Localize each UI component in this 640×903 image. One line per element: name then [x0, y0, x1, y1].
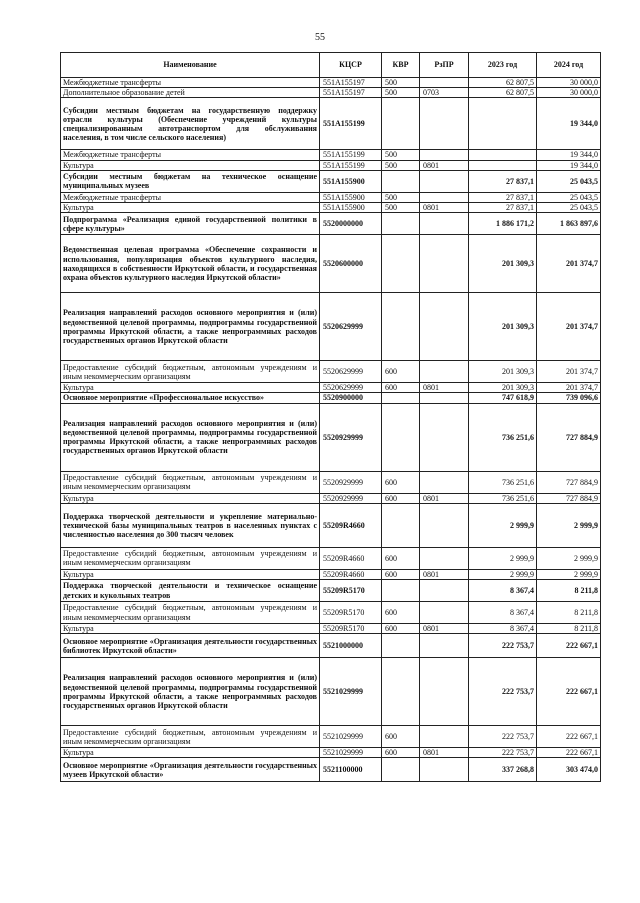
cell-name: Дополнительное образование детей — [61, 88, 320, 98]
cell-rzpr — [420, 361, 469, 383]
cell-2024: 201 374,7 — [537, 235, 601, 293]
cell-2023: 222 753,7 — [469, 634, 537, 658]
cell-kcsr: 5521100000 — [320, 758, 382, 782]
cell-kvr — [382, 98, 420, 150]
table-row — [61, 98, 601, 150]
cell-name: Поддержка творческой деятельности и техническое оснащение детских и кукольных театров — [61, 580, 320, 602]
cell-2023: 27 837,1 — [469, 170, 537, 192]
cell-kvr: 500 — [382, 88, 420, 98]
cell-2024: 727 884,9 — [537, 471, 601, 493]
cell-name: Предоставление субсидий бюджетным, автономным учреждениям и иным некоммерческим организациям — [61, 602, 320, 624]
table-row — [61, 235, 601, 293]
cell-name: Культура — [61, 160, 320, 170]
cell-2023: 222 753,7 — [469, 748, 537, 758]
table-row — [61, 383, 601, 393]
cell-2024: 30 000,0 — [537, 78, 601, 88]
header-2023: 2023 год — [469, 53, 537, 78]
table-row — [61, 170, 601, 192]
cell-kcsr: 5521029999 — [320, 726, 382, 748]
cell-rzpr — [420, 602, 469, 624]
cell-kvr: 500 — [382, 150, 420, 160]
cell-kvr — [382, 235, 420, 293]
cell-2024: 739 096,6 — [537, 393, 601, 403]
cell-2023 — [469, 98, 537, 150]
cell-kcsr: 5520929999 — [320, 403, 382, 471]
cell-name: Межбюджетные трансферты — [61, 78, 320, 88]
cell-2023: 736 251,6 — [469, 403, 537, 471]
cell-2024: 727 884,9 — [537, 403, 601, 471]
cell-kvr — [382, 213, 420, 235]
page-number: 55 — [315, 32, 325, 43]
cell-rzpr — [420, 78, 469, 88]
table-row — [61, 160, 601, 170]
cell-rzpr: 0801 — [420, 569, 469, 579]
table-row — [61, 192, 601, 202]
table-row — [61, 580, 601, 602]
table-row — [61, 748, 601, 758]
cell-2024: 727 884,9 — [537, 493, 601, 503]
cell-rzpr — [420, 170, 469, 192]
cell-kvr — [382, 503, 420, 547]
cell-2024: 19 344,0 — [537, 160, 601, 170]
cell-name: Реализация направлений расходов основного мероприятия и (или) ведомственной целевой программы, подпрограммы государственной программы Иркутской области, а также непрограммных расходов государственных органов Иркутской области — [61, 293, 320, 361]
table-row — [61, 203, 601, 213]
table-body — [61, 78, 601, 782]
cell-name: Основное мероприятие «Организация деятельности государственных музеев Иркутской области» — [61, 758, 320, 782]
cell-kcsr: 551А155199 — [320, 160, 382, 170]
table-row — [61, 150, 601, 160]
cell-rzpr — [420, 213, 469, 235]
cell-2024: 25 043,5 — [537, 170, 601, 192]
cell-2023: 2 999,9 — [469, 569, 537, 579]
table-row — [61, 634, 601, 658]
table-row — [61, 624, 601, 634]
cell-kvr: 600 — [382, 624, 420, 634]
cell-2024: 201 374,7 — [537, 361, 601, 383]
cell-name: Подпрограмма «Реализация единой государственной политики в сфере культуры» — [61, 213, 320, 235]
cell-2023: 201 309,3 — [469, 235, 537, 293]
cell-name: Предоставление субсидий бюджетным, автономным учреждениям и иным некоммерческим организациям — [61, 361, 320, 383]
table-row — [61, 758, 601, 782]
cell-2024: 201 374,7 — [537, 293, 601, 361]
table-row — [61, 493, 601, 503]
cell-2023: 8 367,4 — [469, 602, 537, 624]
cell-rzpr: 0801 — [420, 203, 469, 213]
cell-kcsr: 5520600000 — [320, 235, 382, 293]
cell-name: Основное мероприятие «Организация деятельности государственных библиотек Иркутской области» — [61, 634, 320, 658]
table-row — [61, 547, 601, 569]
cell-2023: 201 309,3 — [469, 361, 537, 383]
cell-kcsr: 5520629999 — [320, 383, 382, 393]
cell-kvr: 600 — [382, 471, 420, 493]
table-row — [61, 569, 601, 579]
cell-2023 — [469, 150, 537, 160]
cell-kcsr: 551А155199 — [320, 150, 382, 160]
cell-2023: 222 753,7 — [469, 726, 537, 748]
cell-2023: 1 886 171,2 — [469, 213, 537, 235]
header-name: Наименование — [61, 53, 320, 78]
cell-name: Культура — [61, 569, 320, 579]
cell-rzpr: 0801 — [420, 383, 469, 393]
cell-rzpr — [420, 192, 469, 202]
cell-2023: 27 837,1 — [469, 192, 537, 202]
table-row — [61, 602, 601, 624]
cell-kvr: 600 — [382, 602, 420, 624]
cell-name: Субсидии местным бюджетам на государственную поддержку отрасли культуры (Обеспечение учреждений культуры специализированным автотранспортом для обслуживания населения, в том числе сельского населения) — [61, 98, 320, 150]
cell-kcsr: 55209R5170 — [320, 580, 382, 602]
cell-2023: 62 807,5 — [469, 88, 537, 98]
cell-kcsr: 551А155900 — [320, 170, 382, 192]
cell-rzpr — [420, 403, 469, 471]
cell-kvr — [382, 580, 420, 602]
cell-kcsr: 5521000000 — [320, 634, 382, 658]
cell-2023: 337 268,8 — [469, 758, 537, 782]
cell-kcsr: 551А155900 — [320, 192, 382, 202]
cell-rzpr — [420, 235, 469, 293]
cell-kvr — [382, 658, 420, 726]
cell-kvr: 600 — [382, 383, 420, 393]
cell-kvr: 500 — [382, 192, 420, 202]
cell-name: Поддержка творческой деятельности и укрепление материально-технической базы муниципальных театров в населенных пунктах с численностью населения до 300 тысяч человек — [61, 503, 320, 547]
budget-table — [60, 52, 601, 782]
cell-name: Субсидии местным бюджетам на техническое оснащение муниципальных музеев — [61, 170, 320, 192]
cell-name: Межбюджетные трансферты — [61, 150, 320, 160]
cell-kvr: 600 — [382, 726, 420, 748]
table-row — [61, 393, 601, 403]
cell-rzpr: 0801 — [420, 748, 469, 758]
cell-kcsr: 55209R4660 — [320, 503, 382, 547]
cell-kvr: 600 — [382, 361, 420, 383]
cell-2023: 736 251,6 — [469, 493, 537, 503]
cell-name: Предоставление субсидий бюджетным, автономным учреждениям и иным некоммерческим организациям — [61, 471, 320, 493]
table-row — [61, 503, 601, 547]
cell-2024: 19 344,0 — [537, 150, 601, 160]
cell-rzpr — [420, 547, 469, 569]
table-row — [61, 726, 601, 748]
cell-name: Культура — [61, 383, 320, 393]
cell-2023: 2 999,9 — [469, 503, 537, 547]
cell-rzpr: 0801 — [420, 624, 469, 634]
cell-2023 — [469, 160, 537, 170]
cell-2024: 222 667,1 — [537, 658, 601, 726]
cell-2024: 1 863 897,6 — [537, 213, 601, 235]
table-row — [61, 213, 601, 235]
table-row — [61, 88, 601, 98]
cell-rzpr — [420, 658, 469, 726]
cell-kcsr: 55209R4660 — [320, 569, 382, 579]
cell-2024: 222 667,1 — [537, 726, 601, 748]
cell-2023: 2 999,9 — [469, 547, 537, 569]
cell-name: Реализация направлений расходов основного мероприятия и (или) ведомственной целевой программы, подпрограммы государственной программы Иркутской области, а также непрограммных расходов государственных органов Иркутской области — [61, 403, 320, 471]
cell-name: Культура — [61, 748, 320, 758]
cell-kcsr: 55209R4660 — [320, 547, 382, 569]
cell-kcsr: 5520900000 — [320, 393, 382, 403]
cell-2023: 27 837,1 — [469, 203, 537, 213]
cell-rzpr — [420, 634, 469, 658]
cell-name: Ведомственная целевая программа «Обеспечение сохранности и использования, популяризация объектов культурного наследия, находящихся в собственности Иркутской области, и государственная охрана объектов культурного наследия Иркутской области» — [61, 235, 320, 293]
cell-kcsr: 551А155197 — [320, 88, 382, 98]
table-row — [61, 658, 601, 726]
cell-name: Основное мероприятие «Профессиональное искусство» — [61, 393, 320, 403]
cell-kcsr: 551А155199 — [320, 98, 382, 150]
cell-kvr — [382, 170, 420, 192]
cell-kcsr: 55209R5170 — [320, 624, 382, 634]
cell-name: Предоставление субсидий бюджетным, автономным учреждениям и иным некоммерческим организациям — [61, 547, 320, 569]
cell-name: Предоставление субсидий бюджетным, автономным учреждениям и иным некоммерческим организациям — [61, 726, 320, 748]
cell-2024: 25 043,5 — [537, 192, 601, 202]
cell-rzpr — [420, 98, 469, 150]
cell-2023: 222 753,7 — [469, 658, 537, 726]
cell-2023: 62 807,5 — [469, 78, 537, 88]
cell-rzpr — [420, 758, 469, 782]
cell-kvr: 500 — [382, 78, 420, 88]
cell-kvr: 500 — [382, 203, 420, 213]
cell-2023: 8 367,4 — [469, 624, 537, 634]
cell-kcsr: 5521029999 — [320, 748, 382, 758]
cell-kcsr: 5520929999 — [320, 493, 382, 503]
cell-kcsr: 551А155900 — [320, 203, 382, 213]
cell-rzpr — [420, 471, 469, 493]
cell-name: Культура — [61, 203, 320, 213]
cell-kvr — [382, 293, 420, 361]
cell-2024: 8 211,8 — [537, 580, 601, 602]
cell-2024: 222 667,1 — [537, 748, 601, 758]
cell-2023: 201 309,3 — [469, 293, 537, 361]
cell-rzpr: 0801 — [420, 493, 469, 503]
budget-table-container — [60, 52, 600, 782]
header-kvr: КВР — [382, 53, 420, 78]
cell-kvr — [382, 403, 420, 471]
table-header-row — [61, 53, 601, 78]
cell-2023: 747 618,9 — [469, 393, 537, 403]
cell-kvr: 500 — [382, 160, 420, 170]
cell-name: Межбюджетные трансферты — [61, 192, 320, 202]
cell-rzpr: 0801 — [420, 160, 469, 170]
cell-name: Культура — [61, 624, 320, 634]
cell-2024: 303 474,0 — [537, 758, 601, 782]
cell-kvr: 600 — [382, 569, 420, 579]
cell-2024: 19 344,0 — [537, 98, 601, 150]
cell-2024: 8 211,8 — [537, 602, 601, 624]
header-2024: 2024 год — [537, 53, 601, 78]
cell-name: Культура — [61, 493, 320, 503]
cell-kcsr: 5521029999 — [320, 658, 382, 726]
cell-kcsr: 5520929999 — [320, 471, 382, 493]
cell-2023: 736 251,6 — [469, 471, 537, 493]
header-rzpr: РзПР — [420, 53, 469, 78]
cell-2023: 201 309,3 — [469, 383, 537, 393]
cell-kvr: 600 — [382, 748, 420, 758]
cell-2023: 8 367,4 — [469, 580, 537, 602]
cell-kcsr: 551А155197 — [320, 78, 382, 88]
cell-kvr — [382, 758, 420, 782]
cell-rzpr — [420, 393, 469, 403]
table-row — [61, 293, 601, 361]
cell-kvr — [382, 634, 420, 658]
header-kcsr: КЦСР — [320, 53, 382, 78]
cell-2024: 30 000,0 — [537, 88, 601, 98]
cell-rzpr — [420, 726, 469, 748]
table-row — [61, 471, 601, 493]
cell-kcsr: 55209R5170 — [320, 602, 382, 624]
cell-kvr: 600 — [382, 493, 420, 503]
cell-2024: 25 043,5 — [537, 203, 601, 213]
cell-2024: 2 999,9 — [537, 569, 601, 579]
table-row — [61, 403, 601, 471]
cell-kcsr: 5520000000 — [320, 213, 382, 235]
cell-rzpr — [420, 580, 469, 602]
cell-rzpr — [420, 293, 469, 361]
cell-kvr — [382, 393, 420, 403]
cell-kcsr: 5520629999 — [320, 361, 382, 383]
table-row — [61, 78, 601, 88]
cell-2024: 8 211,8 — [537, 624, 601, 634]
cell-name: Реализация направлений расходов основного мероприятия и (или) ведомственной целевой программы, подпрограммы государственной программы Иркутской области, а также непрограммных расходов государственных органов Иркутской области — [61, 658, 320, 726]
cell-kvr: 600 — [382, 547, 420, 569]
cell-kcsr: 5520629999 — [320, 293, 382, 361]
cell-rzpr — [420, 150, 469, 160]
cell-2024: 2 999,9 — [537, 503, 601, 547]
cell-2024: 2 999,9 — [537, 547, 601, 569]
cell-rzpr: 0703 — [420, 88, 469, 98]
cell-2024: 201 374,7 — [537, 383, 601, 393]
cell-2024: 222 667,1 — [537, 634, 601, 658]
cell-rzpr — [420, 503, 469, 547]
table-row — [61, 361, 601, 383]
